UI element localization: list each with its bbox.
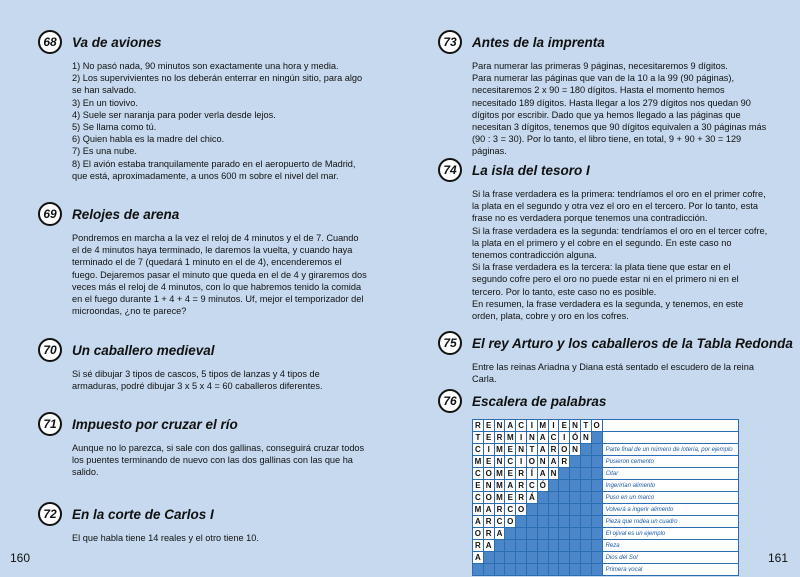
ladder-letter: C: [505, 504, 516, 516]
solution-2: [438, 331, 793, 385]
solution-title: Impuesto por cruzar el río: [72, 416, 238, 432]
ladder-cell-filled: [580, 492, 591, 504]
ladder-row: [473, 552, 739, 564]
ladder-letter: E: [483, 456, 494, 468]
ladder-cell-filled: [580, 540, 591, 552]
ladder-letter: N: [570, 444, 581, 456]
ladder-letter: C: [494, 516, 505, 528]
ladder-cell-filled: [591, 564, 602, 576]
ladder-cell-filled: [570, 540, 581, 552]
solution-line: Para numerar las primeras 9 páginas, necesitaremos 9 dígitos.: [472, 61, 728, 71]
ladder-clue: Volverá a ingerir alimento: [602, 504, 738, 516]
ladder-letter: M: [494, 492, 505, 504]
ladder-letter: O: [505, 516, 516, 528]
solution-header: [38, 30, 368, 54]
ladder-cell-filled: [559, 504, 570, 516]
ladder-cell-filled: [580, 480, 591, 492]
ladder-cell-filled: [591, 516, 602, 528]
ladder-cell-filled: [505, 528, 516, 540]
solution-line: Aunque no lo parezca, si sale con dos gallinas, conseguirá cruzar todos los puentes terminando de nuevo con las dos gallinas con las que ha salido.: [72, 443, 365, 478]
ladder-cell-filled: [537, 564, 548, 576]
solution-header: [438, 331, 793, 355]
solution-4: [38, 502, 368, 544]
ladder-letter: A: [537, 432, 548, 444]
ladder-letter: A: [483, 540, 494, 552]
ladder-letter: O: [559, 444, 570, 456]
ladder-cell-filled: [516, 528, 527, 540]
ladder-letter: E: [505, 468, 516, 480]
ladder-letter: R: [559, 456, 570, 468]
ladder-clue: Reza: [602, 540, 738, 552]
ladder-clue: Primera vocal: [602, 564, 738, 576]
ladder-letter: I: [548, 420, 559, 432]
ladder-letter: C: [473, 444, 484, 456]
problem-number-badge: 75: [438, 331, 462, 355]
ladder-clue: Dios del Sol: [602, 552, 738, 564]
ladder-cell-filled: [591, 540, 602, 552]
ladder-cell-filled: [494, 540, 505, 552]
ladder-letter: R: [548, 444, 559, 456]
solution-line: 7) Es una nube.: [72, 146, 137, 157]
ladder-letter: M: [473, 456, 484, 468]
ladder-letter: A: [537, 444, 548, 456]
ladder-cell-filled: [591, 492, 602, 504]
ladder-cell-filled: [570, 528, 581, 540]
ladder-cell-filled: [591, 432, 602, 444]
ladder-cell-filled: [559, 564, 570, 576]
ladder-letter: A: [537, 468, 548, 480]
ladder-cell-filled: [559, 516, 570, 528]
ladder-cell-filled: [537, 528, 548, 540]
problem-number-badge: 76: [438, 389, 462, 413]
ladder-letter: R: [473, 420, 484, 432]
ladder-letter: Ó: [570, 432, 581, 444]
solution-title: Un caballero medieval: [72, 342, 215, 358]
ladder-letter: Í: [526, 468, 537, 480]
ladder-letter: M: [494, 480, 505, 492]
ladder-cell-filled: [548, 516, 559, 528]
ladder-letter: A: [473, 552, 484, 564]
ladder-letter: C: [473, 492, 484, 504]
solution-body: [472, 361, 768, 385]
ladder-clue: [602, 432, 738, 444]
ladder-cell-filled: [526, 564, 537, 576]
solution-1: [38, 202, 368, 317]
ladder-letter: M: [494, 444, 505, 456]
solution-line: Si la frase verdadera es la primera: tendríamos el oro en el primer cofre, la plata en el segundo y otra vez el oro en el tercero. Por lo tanto, esta frase no es verdadera porque tenemos una contradicción.: [472, 189, 766, 224]
ladder-cell-filled: [580, 456, 591, 468]
ladder-cell-filled: [580, 468, 591, 480]
ladder-letter: O: [473, 528, 484, 540]
ladder-cell-filled: [548, 540, 559, 552]
ladder-cell-filled: [526, 552, 537, 564]
ladder-letter: O: [483, 468, 494, 480]
ladder-cell-filled: [570, 480, 581, 492]
solution-1: [438, 158, 768, 322]
solution-line: Entre las reinas Ariadna y Diana está sentado el escudero de la reina Carla.: [472, 362, 754, 385]
ladder-clue: Citar: [602, 468, 738, 480]
ladder-letter: E: [483, 432, 494, 444]
ladder-row: [473, 420, 739, 432]
ladder-letter: A: [548, 456, 559, 468]
solution-0: [38, 30, 368, 182]
ladder-cell-filled: [591, 468, 602, 480]
ladder-cell-filled: [580, 564, 591, 576]
ladder-cell-filled: [548, 552, 559, 564]
ladder-letter: C: [526, 480, 537, 492]
ladder-letter: R: [494, 432, 505, 444]
ladder-clue: Ingerirían alimento: [602, 480, 738, 492]
ladder-letter: O: [483, 492, 494, 504]
ladder-cell-filled: [526, 528, 537, 540]
ladder-cell-filled: [559, 540, 570, 552]
problem-number-badge: 74: [438, 158, 462, 182]
ladder-letter: N: [548, 468, 559, 480]
ladder-cell-filled: [591, 552, 602, 564]
ladder-row: [473, 516, 739, 528]
ladder-clue: El ojival es un ejemplo: [602, 528, 738, 540]
ladder-cell-filled: [548, 480, 559, 492]
ladder-clue: Parte final de un número de lotería, por ejemplo: [602, 444, 738, 456]
ladder-row: [473, 480, 739, 492]
ladder-letter: N: [526, 432, 537, 444]
solution-line: 8) El avión estaba tranquilamente parado en el aeropuerto de Madrid, que está, aproximadamente, a unos 600 m sobre el nivel del mar.: [72, 158, 356, 181]
ladder-cell-filled: [516, 516, 527, 528]
solution-header: [38, 338, 368, 362]
solution-title: La isla del tesoro I: [472, 162, 590, 178]
ladder-letter: A: [505, 480, 516, 492]
ladder-cell-filled: [570, 564, 581, 576]
ladder-cell-filled: [548, 492, 559, 504]
solution-body: [72, 532, 368, 544]
ladder-cell-filled: [591, 528, 602, 540]
ladder-cell-filled: [548, 528, 559, 540]
ladder-letter: M: [494, 468, 505, 480]
ladder-cell-filled: [559, 492, 570, 504]
solution-header: [438, 158, 768, 182]
ladder-cell-filled: [580, 444, 591, 456]
ladder-cell-filled: [526, 516, 537, 528]
ladder-letter: C: [473, 468, 484, 480]
solution-body: [72, 442, 368, 479]
ladder-letter: T: [580, 420, 591, 432]
ladder-cell-filled: [548, 504, 559, 516]
ladder-letter: A: [505, 420, 516, 432]
ladder-row: [473, 504, 739, 516]
ladder-cell-filled: [580, 516, 591, 528]
solution-line: Si sé dibujar 3 tipos de cascos, 5 tipos de lanzas y 4 tipos de armaduras, podré dibujar 3 x 5 x 4 = 60 caballeros diferentes.: [72, 369, 323, 392]
ladder-letter: O: [516, 504, 527, 516]
ladder-letter: N: [494, 420, 505, 432]
ladder-cell-filled: [537, 504, 548, 516]
ladder-cell-filled: [505, 564, 516, 576]
ladder-cell-filled: [526, 540, 537, 552]
ladder-cell-filled: [591, 456, 602, 468]
solution-title: Escalera de palabras: [472, 393, 607, 409]
ladder-letter: Á: [526, 492, 537, 504]
solution-body: [472, 188, 768, 322]
ladder-letter: T: [473, 432, 484, 444]
ladder-cell-filled: [570, 468, 581, 480]
ladder-row: [473, 528, 739, 540]
ladder-row: [473, 540, 739, 552]
solution-line: 5) Se llama como tú.: [72, 122, 157, 133]
ladder-letter: I: [526, 420, 537, 432]
ladder-letter: I: [516, 432, 527, 444]
solution-title: El rey Arturo y los caballeros de la Tabla Redonda: [472, 335, 793, 351]
ladder-cell-filled: [570, 504, 581, 516]
ladder-cell-filled: [494, 552, 505, 564]
solution-3: [438, 389, 768, 576]
ladder-row: [473, 468, 739, 480]
solution-header: [38, 412, 368, 436]
page-number-right: 161: [767, 551, 788, 565]
ladder-row: [473, 444, 739, 456]
ladder-letter: A: [483, 504, 494, 516]
ladder-cell-filled: [473, 564, 484, 576]
solution-line: Si la frase verdadera es la segunda: tendríamos el oro en el tercer cofre, la plata en el primero y el cobre en el segundo. En este caso no tenemos contradicción alguna.: [472, 225, 768, 261]
ladder-letter: T: [526, 444, 537, 456]
ladder-letter: R: [494, 504, 505, 516]
ladder-cell-filled: [526, 504, 537, 516]
ladder-cell-filled: [559, 528, 570, 540]
ladder-cell-filled: [537, 540, 548, 552]
ladder-letter: R: [516, 480, 527, 492]
solution-2: [38, 338, 368, 392]
ladder-letter: I: [483, 444, 494, 456]
ladder-letter: R: [516, 492, 527, 504]
solution-line: 3) En un tiovivo.: [72, 97, 138, 108]
ladder-letter: C: [505, 456, 516, 468]
ladder-letter: C: [548, 432, 559, 444]
problem-number-badge: 71: [38, 412, 62, 436]
solution-body: [472, 60, 768, 158]
ladder-letter: N: [537, 456, 548, 468]
ladder-cell-filled: [570, 516, 581, 528]
solution-header: [38, 502, 368, 526]
solution-line: Para numerar las páginas que van de la 10 a la 99 (90 páginas), necesitaremos 2 x 90 = 180 dígitos. Hasta el momento hemos necesitado 189 dígitos. Hasta llegar a los 279 dígitos nos quedan 90 dígitos por escribir. Dado que ya hemos llegado a las páginas que necesitan 3 dígitos, tenemos que 90 dígitos equivalen a 30 páginas más (90 : 3 = 30). Por lo tanto, el libro tiene, en total, 9 + 90 + 30 = 129 páginas.: [472, 73, 767, 157]
ladder-clue: Pieza que rodea un cuadro: [602, 516, 738, 528]
problem-number-badge: 72: [38, 502, 62, 526]
ladder-cell-filled: [559, 468, 570, 480]
ladder-row: [473, 564, 739, 576]
ladder-letter: E: [559, 420, 570, 432]
solution-0: [438, 30, 768, 158]
ladder-cell-filled: [483, 552, 494, 564]
ladder-cell-filled: [591, 504, 602, 516]
ladder-cell-filled: [570, 456, 581, 468]
ladder-letter: R: [516, 468, 527, 480]
ladder-cell-filled: [591, 444, 602, 456]
solution-line: Pondremos en marcha a la vez el reloj de 4 minutos y el de 7. Cuando el de 4 minutos haya terminado, le daremos la vuelta, y cuando haya terminado el de 7 (quedará 1 minuto en el de 4), encenderemos el fuego. Dejaremos pasar el minuto que queda en el de 4 y giraremos dos veces más el reloj de 4 minutos, con lo que habremos tenido la comida en el fuego durante 1 + 4 + 4 = 9 minutos. Uf, mejor el temporizador del microondas, ¿no te parece?: [72, 233, 367, 317]
ladder-letter: N: [516, 444, 527, 456]
ladder-cell-filled: [570, 492, 581, 504]
ladder-letter: N: [580, 432, 591, 444]
ladder-cell-filled: [516, 552, 527, 564]
ladder-letter: E: [473, 480, 484, 492]
ladder-cell-filled: [548, 564, 559, 576]
ladder-cell-filled: [580, 552, 591, 564]
problem-number-badge: 73: [438, 30, 462, 54]
ladder-letter: M: [537, 420, 548, 432]
ladder-letter: R: [473, 540, 484, 552]
ladder-cell-filled: [505, 552, 516, 564]
ladder-letter: R: [483, 516, 494, 528]
ladder-cell-filled: [559, 552, 570, 564]
solution-line: Si la frase verdadera es la tercera: la plata tiene que estar en el segundo cofre pero el oro no puede estar ni en el primero ni en el tercero. Por lo tanto, este caso no es posible.: [472, 262, 739, 297]
solution-3: [38, 412, 368, 479]
ladder-cell-filled: [516, 564, 527, 576]
solution-title: En la corte de Carlos I: [72, 506, 214, 522]
ladder-cell-filled: [537, 552, 548, 564]
word-ladder-grid: [472, 419, 739, 576]
ladder-cell-filled: [516, 540, 527, 552]
ladder-letter: Ó: [537, 480, 548, 492]
ladder-letter: I: [516, 456, 527, 468]
ladder-letter: N: [494, 456, 505, 468]
solution-line: En resumen, la frase verdadera es la segunda, y tenemos, en este orden, plata, cobre y oro en los cofres.: [472, 298, 744, 322]
ladder-letter: E: [483, 420, 494, 432]
problem-number-badge: 69: [38, 202, 62, 226]
solution-title: Va de aviones: [72, 34, 162, 50]
ladder-row: [473, 492, 739, 504]
solution-header: [438, 30, 768, 54]
solution-header: [438, 389, 768, 413]
ladder-row: [473, 432, 739, 444]
ladder-letter: C: [516, 420, 527, 432]
ladder-cell-filled: [580, 528, 591, 540]
ladder-letter: O: [526, 456, 537, 468]
ladder-clue: Pusieron cemento: [602, 456, 738, 468]
ladder-clue: [602, 420, 738, 432]
solution-line: 2) Los supervivientes no los deberán enterrar en ningún sitio, para algo se han salvado.: [72, 73, 363, 96]
ladder-letter: R: [483, 528, 494, 540]
solution-body: [72, 60, 368, 182]
ladder-letter: E: [505, 444, 516, 456]
ladder-row: [473, 456, 739, 468]
problem-number-badge: 70: [38, 338, 62, 362]
ladder-cell-filled: [537, 492, 548, 504]
ladder-cell-filled: [537, 516, 548, 528]
ladder-clue: Puso en un marco: [602, 492, 738, 504]
ladder-cell-filled: [591, 480, 602, 492]
ladder-letter: O: [591, 420, 602, 432]
ladder-letter: M: [505, 432, 516, 444]
ladder-cell-filled: [483, 564, 494, 576]
ladder-letter: N: [570, 420, 581, 432]
problem-number-badge: 68: [38, 30, 62, 54]
solution-title: Antes de la imprenta: [472, 34, 605, 50]
ladder-cell-filled: [494, 564, 505, 576]
ladder-letter: M: [473, 504, 484, 516]
solution-line: El que habla tiene 14 reales y el otro tiene 10.: [72, 533, 259, 543]
solution-line: 6) Quien habla es la madre del chico.: [72, 134, 225, 145]
solution-body: [72, 232, 368, 317]
solution-header: [38, 202, 368, 226]
ladder-cell-filled: [559, 480, 570, 492]
ladder-letter: A: [494, 528, 505, 540]
ladder-cell-filled: [505, 540, 516, 552]
ladder-cell-filled: [570, 552, 581, 564]
solution-line: 1) No pasó nada, 90 minutos son exactamente una hora y media.: [72, 61, 339, 71]
ladder-cell-filled: [580, 504, 591, 516]
solution-body: [72, 368, 368, 392]
page-number-left: 160: [10, 551, 31, 565]
ladder-letter: N: [483, 480, 494, 492]
solution-line: 4) Suele ser naranja para poder verla desde lejos.: [72, 109, 276, 120]
ladder-letter: I: [559, 432, 570, 444]
ladder-letter: E: [505, 492, 516, 504]
solution-title: Relojes de arena: [72, 206, 180, 222]
ladder-letter: A: [473, 516, 484, 528]
